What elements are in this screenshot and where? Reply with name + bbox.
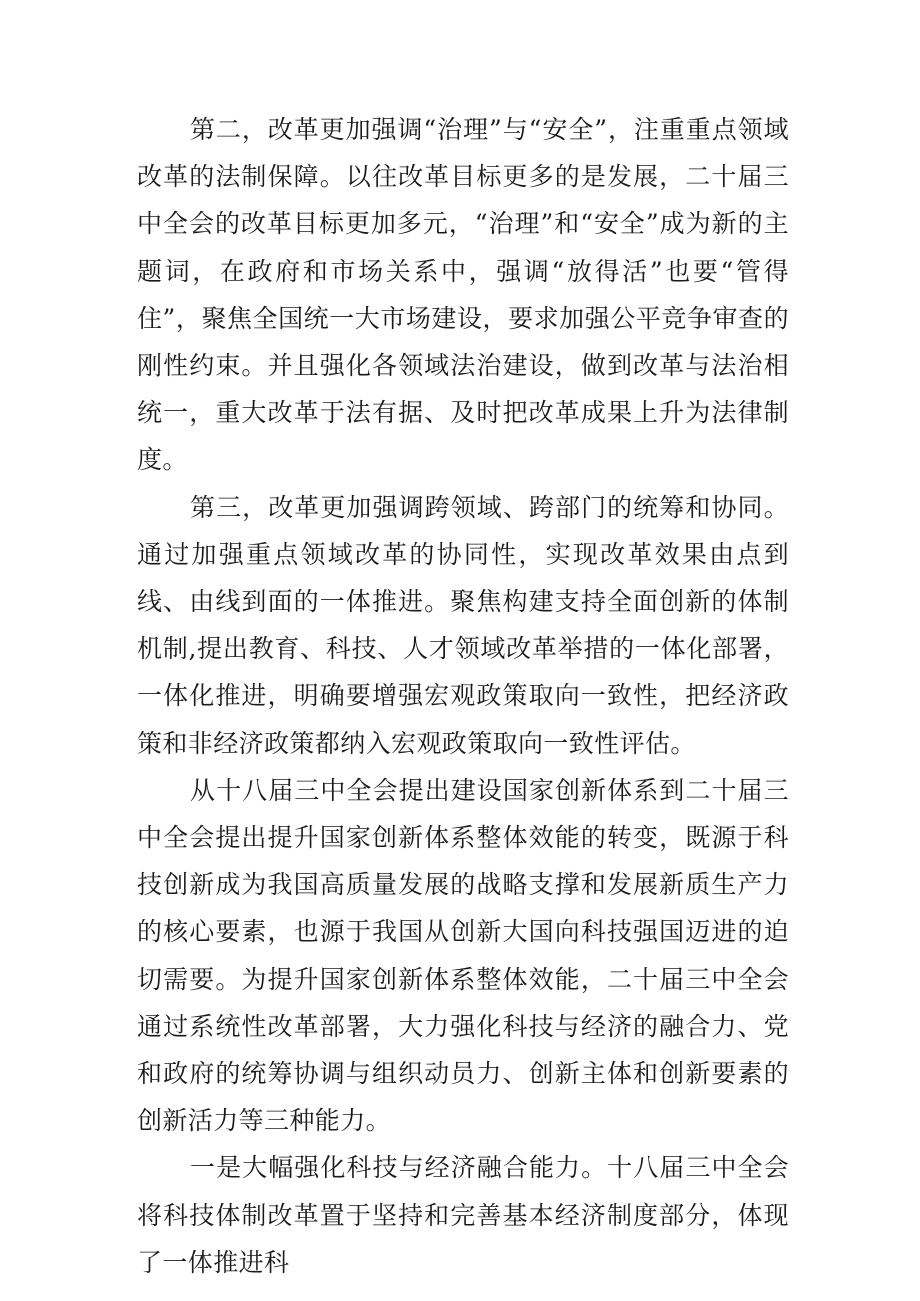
paragraph-tech-economy-integration: 一是大幅强化科技与经济融合能力。十八届三中全会将科技体制改革置于坚持和完善基本经济制度部分，体现了一体推进科	[137, 1153, 789, 1277]
paragraph-second-reform: 第二，改革更加强调“治理”与“安全”，注重重点领域改革的法制保障。以往改革目标更多的是发展，二十届三中全会的改革目标更加多元，“治理”和“安全”成为新的主题词，在政府和市场关系中，强调“放得活”也要“管得住”，聚焦全国统一大市场建设，要求加强公平竞争审查的刚性约束。并且强化各领域法治建设，做到改革与法治相统一，重大改革于法有据、及时把改革成果上升为法律制度。	[137, 115, 789, 475]
paragraph-innovation-system: 从十八届三中全会提出建设国家创新体系到二十届三中全会提出提升国家创新体系整体效能的转变，既源于科技创新成为我国高质量发展的战略支撑和发展新质生产力的核心要素，也源于我国从创新大国向科技强国迈进的迫切需要。为提升国家创新体系整体效能，二十届三中全会通过系统性改革部署，大力强化科技与经济的融合力、党和政府的统筹协调与组织动员力、创新主体和创新要素的创新活力等三种能力。	[137, 775, 789, 1136]
paragraph-third-reform: 第三，改革更加强调跨领域、跨部门的统筹和协同。通过加强重点领域改革的协同性，实现改革效果由点到线、由线到面的一体推进。聚焦构建支持全面创新的体制机制,提出教育、科技、人才领域改革举措的一体化部署，一体化推进，明确要增强宏观政策取向一致性，把经济政策和非经济政策都纳入宏观政策取向一致性评估。	[137, 492, 789, 758]
document-body	[137, 106, 789, 1286]
